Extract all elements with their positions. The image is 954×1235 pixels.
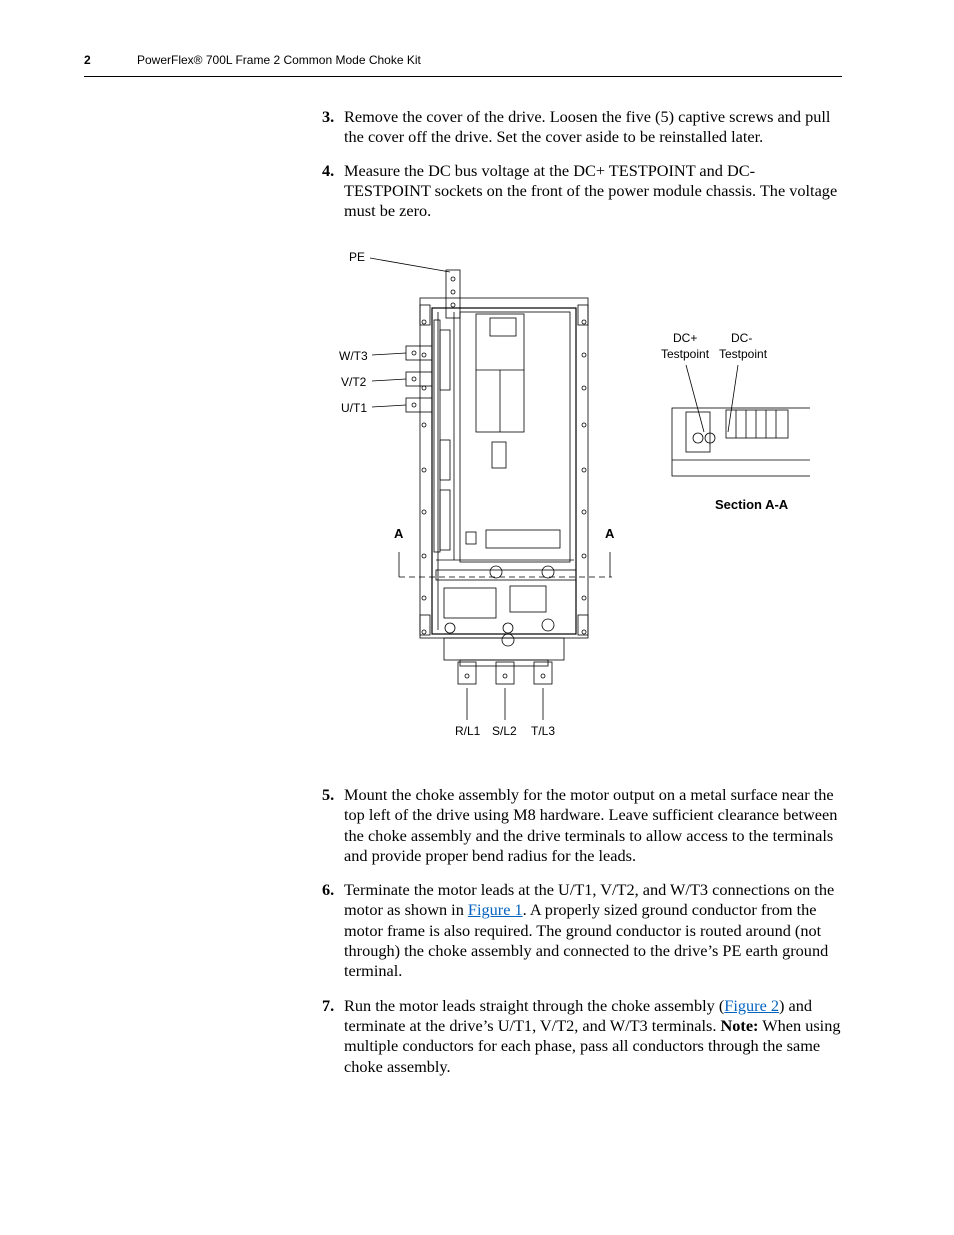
step-text-part: When using multiple conductors for each phase, pass all conductors through the same choke assembly.	[344, 1015, 841, 1076]
step-number: 3.	[322, 107, 335, 126]
step-text: Measure the DC bus voltage at the DC+ TESTPOINT and DC- TESTPOINT sockets on the front of the power module chassis. The voltage must be zero.	[344, 160, 838, 221]
page-number: 2	[84, 53, 91, 67]
vt2-label: V/T2	[341, 375, 367, 389]
section-mark-left: A	[394, 526, 404, 541]
steps-top	[322, 107, 842, 221]
figure-1-link[interactable]: Figure 1	[467, 900, 523, 920]
step-5	[322, 785, 842, 866]
note-label: Note:	[720, 1015, 759, 1035]
step-4	[322, 161, 842, 222]
sl2-label: S/L2	[492, 724, 517, 738]
step-3	[322, 107, 842, 148]
dcplus-testpoint-label: Testpoint	[661, 347, 710, 361]
step-number: 4.	[322, 160, 335, 180]
tl3-label: T/L3	[531, 724, 556, 738]
step-text-part: . A properly sized ground conductor from the motor frame is also required. The ground conductor is routed around (not through) the choke assembly and connected to the drive’s PE earth ground terminal.	[344, 900, 829, 981]
step-text: Mount the choke assembly for the motor output on a metal surface near the top left of the drive using M8 hardware. Leave sufficient clearance between the choke assembly and the drive terminals to allow access to the terminals and provide proper bend radius for the leads.	[344, 785, 838, 865]
step-text-part: Terminate the motor leads at the U/T1, V/T2, and W/T3 connections on the motor as shown in	[344, 880, 835, 920]
rl1-label: R/L1	[455, 724, 481, 738]
step-text	[344, 996, 840, 1076]
step-text-part: ) and terminate at the drive’s U/T1, V/T2, and W/T3 terminals.	[344, 995, 812, 1035]
step-text	[344, 880, 834, 980]
page-header	[84, 52, 842, 77]
step-number: 6.	[322, 880, 335, 900]
step-7	[322, 996, 842, 1077]
steps-bottom	[322, 785, 842, 1077]
drive-figure	[330, 240, 810, 750]
wt3-label: W/T3	[339, 349, 368, 363]
step-text-part: Run the motor leads straight through the choke assembly (	[344, 995, 725, 1015]
step-text: Remove the cover of the drive. Loosen the five (5) captive screws and pull the cover off the drive. Set the cover aside to be reinstalled later.	[344, 107, 831, 147]
dcminus-label: DC-	[731, 331, 753, 345]
step-6	[322, 880, 842, 981]
running-title: PowerFlex® 700L Frame 2 Common Mode Choke Kit	[137, 53, 421, 67]
figure-2-link[interactable]: Figure 2	[724, 995, 779, 1015]
section-mark-right: A	[605, 526, 615, 541]
section-caption: Section A-A	[715, 497, 789, 512]
pe-label: PE	[349, 250, 366, 264]
dcminus-testpoint-label: Testpoint	[719, 347, 768, 361]
ut1-label: U/T1	[341, 401, 368, 415]
dcplus-label: DC+	[673, 331, 698, 345]
step-number: 5.	[322, 785, 335, 804]
step-number: 7.	[322, 995, 335, 1015]
